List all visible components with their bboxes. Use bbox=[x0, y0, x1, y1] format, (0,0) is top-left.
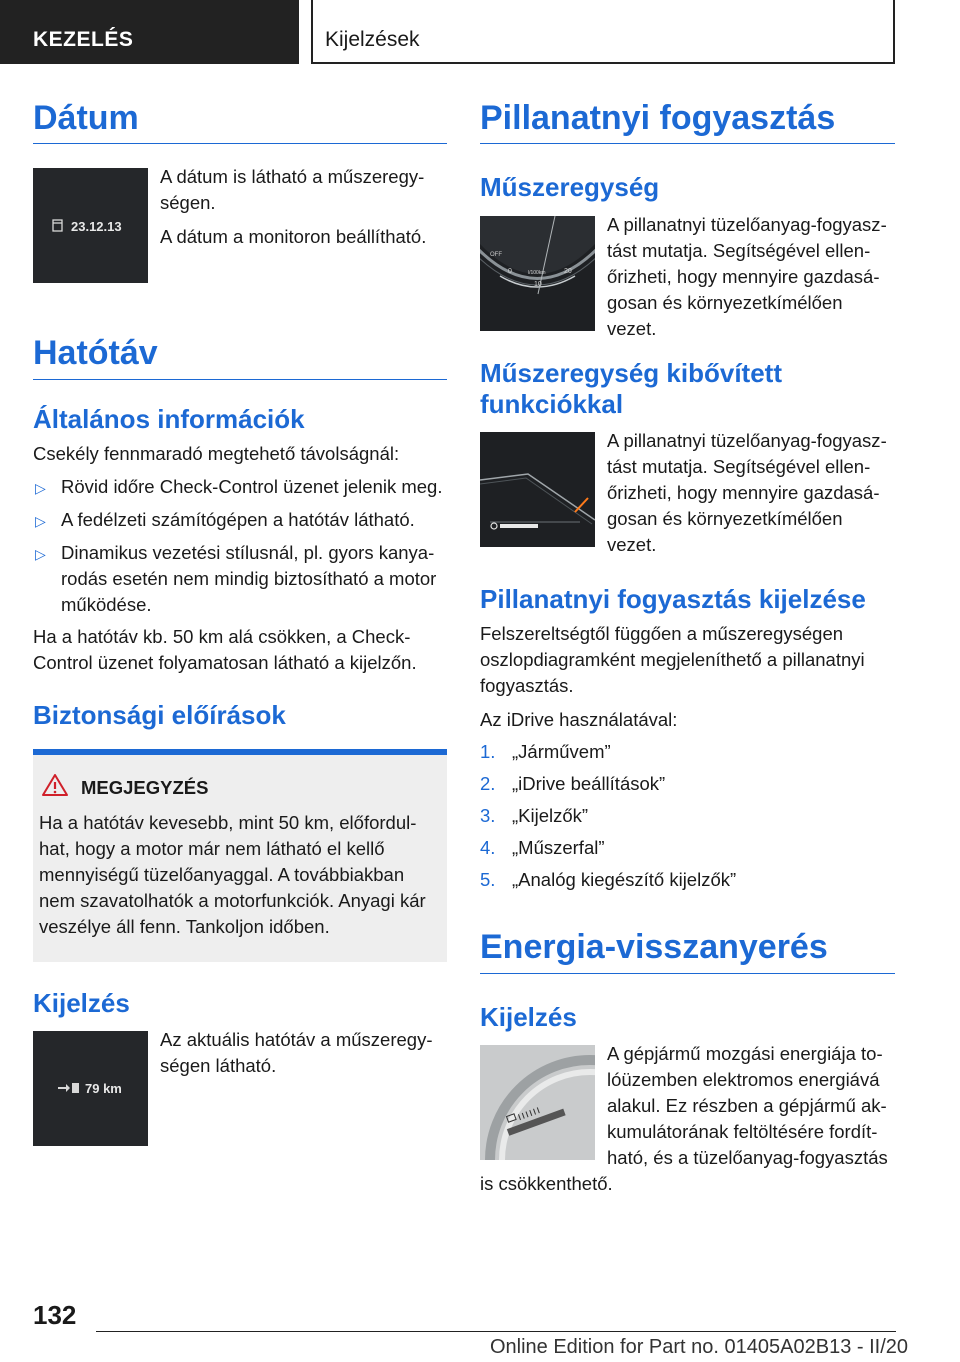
gauge-label-10: 10 bbox=[534, 280, 542, 288]
heading-general-info: Általános információk bbox=[33, 403, 305, 434]
heading-safety: Biztonsági előírások bbox=[33, 699, 286, 730]
range-bullet-list bbox=[33, 474, 447, 618]
heading-muszer-ext: Műszeregység kibővített funkciókkal bbox=[480, 357, 782, 419]
heading-datum: Dátum bbox=[33, 100, 447, 144]
list-item: 3. „Kijelzők” bbox=[480, 805, 589, 827]
warning-icon bbox=[41, 773, 69, 802]
gauge-image bbox=[480, 216, 595, 331]
list-item: 1. „Járművem” bbox=[480, 741, 611, 763]
heading-energia-kijelzes: Kijelzés bbox=[480, 1001, 577, 1032]
chapter-tab bbox=[311, 0, 895, 64]
chapter-title: Kijelzések bbox=[325, 28, 420, 51]
energia-text: A gépjármű mozgási energiája tolóüzemben elektromos energiává alakul. Ez részben a gépjármű akkumulátorának feltöltésére fordítható, és a tüzelőanyag-fogyasztás is csökkenthető. bbox=[480, 1042, 888, 1194]
gauge-label-0: 0 bbox=[508, 267, 512, 275]
muszer-ext-text: A pillanatnyi tüzelőanyag-fogyasztást mutatja. Segítségével ellenőrizheti, hogy mennyire gazdaságosan és környezetkímélően vezet. bbox=[607, 429, 887, 555]
extended-gauge-image bbox=[480, 432, 595, 547]
range-intro: Csekély fennmaradó megtehető távolságnál: bbox=[33, 442, 400, 464]
list-item: 5. „Analóg kiegészítő kijelzők” bbox=[480, 869, 737, 891]
gauge-off-label: OFF bbox=[490, 251, 502, 258]
footer-edition: Online Edition for Part no. 01405A02B13 - II/20 bbox=[489, 1336, 908, 1358]
idrive-steps-list bbox=[480, 739, 895, 893]
footer-divider bbox=[96, 1331, 896, 1332]
range-display-image bbox=[33, 1031, 148, 1146]
note-label: MEGJEGYZÉS bbox=[81, 776, 209, 798]
datum-text-2: A dátum a monitoron beállítható. bbox=[160, 226, 427, 248]
left-column bbox=[33, 100, 447, 1152]
heading-energia: Energia-visszanyerés bbox=[480, 929, 895, 973]
list-item: ▷ Dinamikus vezetési stílusnál, pl. gyors kanyarodás esetén nem mindig biztosítható a motor működése. bbox=[35, 541, 437, 615]
right-column bbox=[480, 100, 895, 1197]
gauge-label-20: 20 bbox=[564, 267, 572, 275]
list-item: 4. „Műszerfal” bbox=[480, 837, 605, 859]
muszer-text: A pillanatnyi tüzelőanyag-fogyasztást mutatja. Segítségével ellenőrizheti, hogy mennyire gazdaságosan és környezetkímélően vezet. bbox=[607, 213, 887, 339]
date-display-image bbox=[33, 168, 148, 283]
heading-pillanatnyi: Pillanatnyi fogyasztás bbox=[480, 100, 895, 144]
range-after-text: Ha a hatótáv kb. 50 km alá csökken, a Check-Control üzenet folyamatosan látható a kijelzőn. bbox=[33, 625, 417, 673]
list-item: ▷ A fedélzeti számítógépen a hatótáv látható. bbox=[33, 507, 447, 533]
triangle-bullet-icon: ▷ bbox=[35, 512, 46, 529]
section-title: KEZELÉS bbox=[33, 28, 134, 51]
list-item: ▷ Rövid időre Check-Control üzenet jelenik meg. bbox=[33, 474, 447, 500]
note-header bbox=[41, 773, 441, 802]
kijelzese-text-1: Felszereltségtől függően a műszeregységen oszlopdiagramként megjeleníthető a pillanatnyi fogyasztás. bbox=[480, 623, 865, 697]
list-item: 2. „iDrive beállítások” bbox=[480, 773, 666, 795]
note-text: Ha a hatótáv kevesebb, mint 50 km, előfordulhat, hogy a motor már nem látható el kellő mennyiségű tüzelőanyaggal. A továbbiakban nem szavatolhatók a motorfunkciók. Anyagi kár veszélye áll fenn. Tankoljon időben. bbox=[39, 812, 426, 938]
page-number: 132 bbox=[33, 1300, 77, 1330]
heading-muszeregyseg: Műszeregység bbox=[480, 172, 660, 203]
date-display-value: 23.12.13 bbox=[71, 219, 122, 235]
kijelzese-text-2: Az iDrive használatával: bbox=[480, 709, 678, 731]
heading-kijelzese: Pillanatnyi fogyasztás kijelzése bbox=[480, 583, 866, 614]
datum-text-1: A dátum is látható a műszeregységen. bbox=[160, 166, 425, 214]
triangle-bullet-icon: ▷ bbox=[35, 479, 46, 496]
energy-recovery-image bbox=[480, 1045, 595, 1160]
gauge-unit-label: l/100km bbox=[528, 269, 546, 276]
section-tab bbox=[0, 0, 299, 64]
heading-kijelzes: Kijelzés bbox=[33, 988, 130, 1019]
kijelzes-text: Az aktuális hatótáv a műszeregységen látható. bbox=[160, 1029, 433, 1077]
range-display-value: 79 km bbox=[85, 1081, 122, 1097]
note-box bbox=[33, 749, 447, 962]
heading-hatotav: Hatótáv bbox=[33, 335, 447, 379]
triangle-bullet-icon: ▷ bbox=[35, 545, 46, 562]
